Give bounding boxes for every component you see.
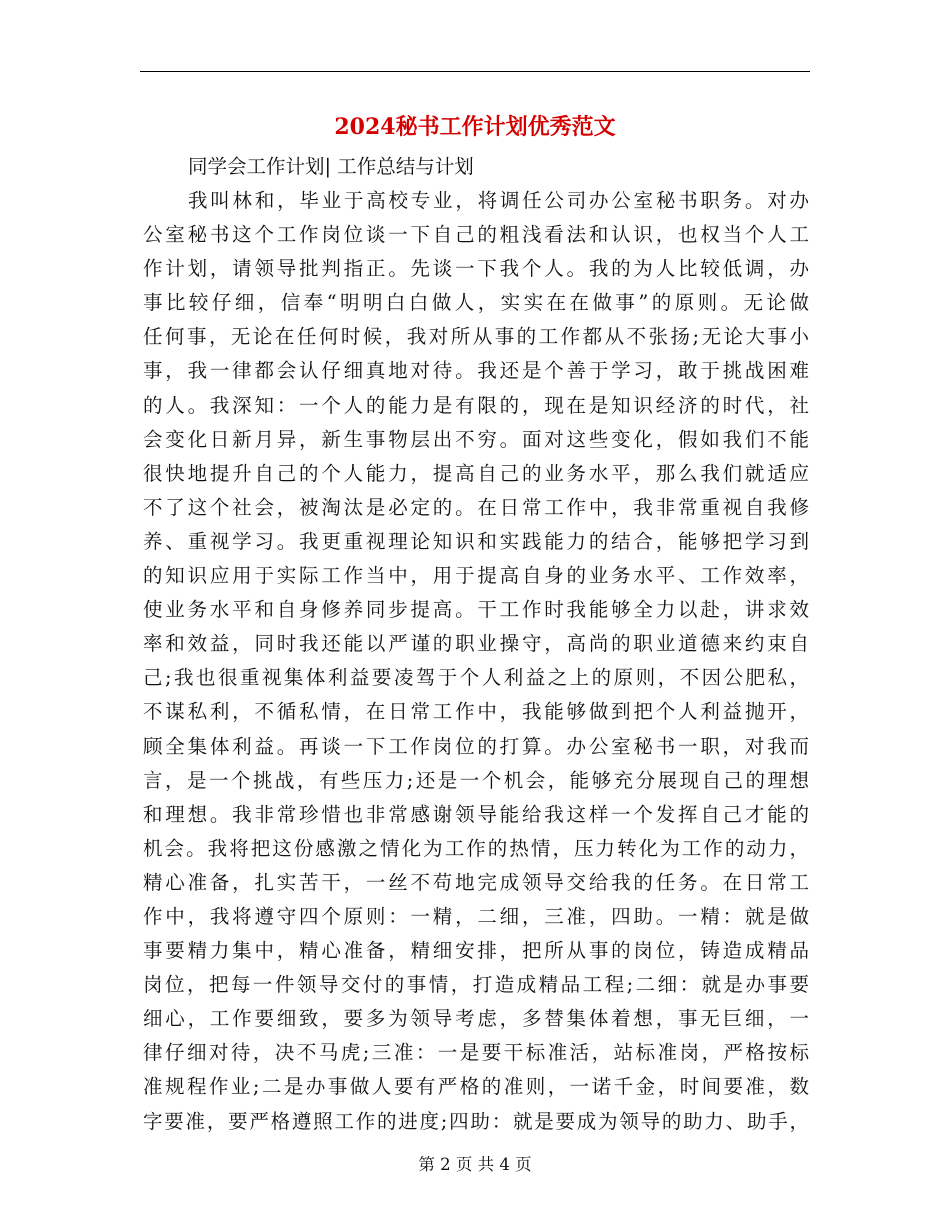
document-title: 2024秘书工作计划优秀范文 xyxy=(334,114,616,140)
header-rule xyxy=(140,71,810,72)
text-line: 言，是一个挑战，有些压力;还是一个机会，能够充分展现自己的理想 xyxy=(143,768,809,792)
text-line: 和理想。我非常珍惜也非常感谢领导能给我这样一个发挥自己才能的 xyxy=(143,802,809,826)
text-line: 的人。我深知：一个人的能力是有限的，现在是知识经济的时代，社 xyxy=(143,393,809,417)
page-footer: 第 2 页 共 4 页 xyxy=(418,1155,532,1174)
text-line: 会变化日新月异，新生事物层出不穷。面对这些变化，假如我们不能 xyxy=(143,427,809,451)
text-line: 使业务水平和自身修养同步提高。干工作时我能够全力以赴，讲求效 xyxy=(143,598,809,622)
text-line: 精心准备，扎实苦干，一丝不苟地完成领导交给我的任务。在日常工 xyxy=(143,870,809,894)
text-line: 的知识应用于实际工作当中，用于提高自身的业务水平、工作效率， xyxy=(143,564,809,588)
text-line: 任何事，无论在任何时候，我对所从事的工作都从不张扬;无论大事小 xyxy=(143,325,809,349)
text-line: 事要精力集中，精心准备，精细安排，把所从事的岗位，铸造成精品 xyxy=(143,939,809,963)
text-line: 作中，我将遵守四个原则：一精，二细，三准，四助。一精：就是做 xyxy=(143,904,809,928)
text-line: 事，我一律都会认仔细真地对待。我还是个善于学习，敢于挑战困难 xyxy=(143,359,809,383)
text-line: 我叫林和，毕业于高校专业，将调任公司办公室秘书职务。对办 xyxy=(188,189,809,212)
text-line: 公室秘书这个工作岗位谈一下自己的粗浅看法和认识，也权当个人工 xyxy=(143,223,809,247)
text-line: 养、重视学习。我更重视理论知识和实践能力的结合，能够把学习到 xyxy=(143,529,809,553)
document-subtitle: 同学会工作计划| 工作总结与计划 xyxy=(188,155,474,178)
text-line: 作计划，请领导批判指正。先谈一下我个人。我的为人比较低调，办 xyxy=(143,257,809,281)
text-line: 机会。我将把这份感激之情化为工作的热情，压力转化为工作的动力， xyxy=(143,836,809,860)
text-line: 率和效益，同时我还能以严谨的职业操守，高尚的职业道德来约束自 xyxy=(143,632,809,656)
text-line: 律仔细对待，决不马虎;三准：一是要干标准活，站标准岗，严格按标 xyxy=(143,1041,809,1065)
text-line: 不了这个社会，被淘汰是必定的。在日常工作中，我非常重视自我修 xyxy=(143,495,809,519)
text-line: 准规程作业;二是办事做人要有严格的准则，一诺千金，时间要准，数 xyxy=(143,1075,809,1099)
text-line: 字要准，要严格遵照工作的进度;四助：就是要成为领导的助力、助手， xyxy=(143,1109,809,1133)
text-line: 己;我也很重视集体利益要凌驾于个人利益之上的原则，不因公肥私， xyxy=(143,666,809,690)
text-line: 不谋私利，不循私情，在日常工作中，我能够做到把个人利益抛开， xyxy=(143,700,809,724)
text-line: 事比较仔细，信奉“明明白白做人，实实在在做事”的原则。无论做 xyxy=(143,291,809,315)
text-line: 细心，工作要细致，要多为领导考虑，多替集体着想，事无巨细，一 xyxy=(143,1007,809,1031)
body-paragraph xyxy=(143,184,809,1139)
text-line: 岗位，把每一件领导交付的事情，打造成精品工程;二细：就是办事要 xyxy=(143,973,809,997)
text-line: 顾全集体利益。再谈一下工作岗位的打算。办公室秘书一职，对我而 xyxy=(143,734,809,758)
text-line: 很快地提升自己的个人能力，提高自己的业务水平，那么我们就适应 xyxy=(143,461,809,485)
